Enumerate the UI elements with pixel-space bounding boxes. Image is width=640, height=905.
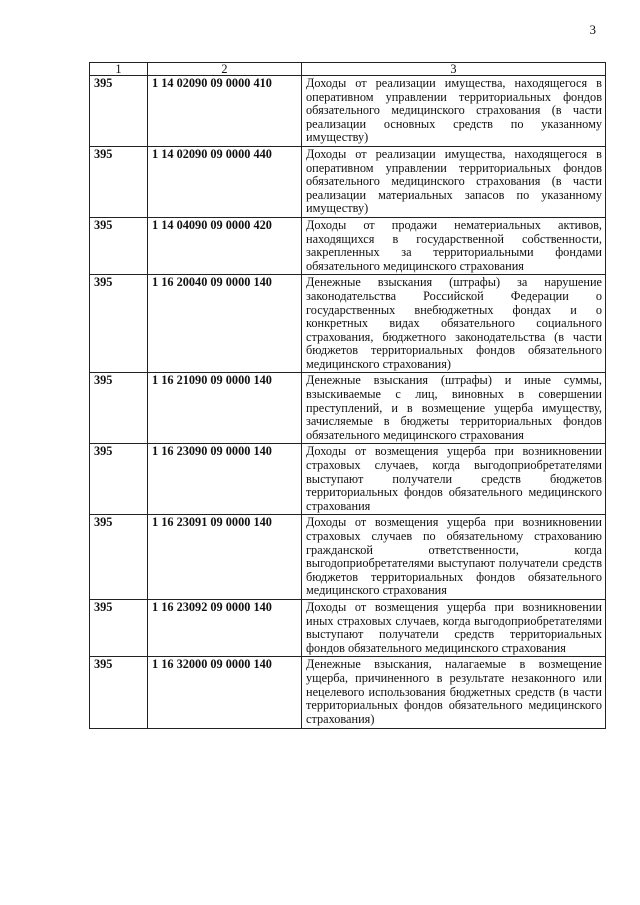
revenue-description: Денежные взыскания, налагаемые в возмещение ущерба, причиненного в результате незаконного или нецелевого использования бюджетных средств (в части территориальных фондов обязательного медицинского страхования) <box>302 657 606 729</box>
admin-code: 395 <box>90 146 148 217</box>
table-header-row <box>90 63 606 76</box>
revenue-code: 1 14 02090 09 0000 440 <box>148 146 302 217</box>
table-row <box>90 444 606 515</box>
table-row <box>90 275 606 373</box>
admin-code: 395 <box>90 657 148 729</box>
table-row <box>90 373 606 444</box>
revenue-description: Доходы от возмещения ущерба при возникновении страховых случаев, когда выгодоприобретателями выступают получатели средств бюджетов территориальных фондов обязательного медицинского страхования <box>302 444 606 515</box>
admin-code: 395 <box>90 275 148 373</box>
column-header: 2 <box>148 63 302 76</box>
admin-code: 395 <box>90 515 148 600</box>
table-row <box>90 217 606 274</box>
table-row <box>90 599 606 656</box>
revenue-code: 1 16 32000 09 0000 140 <box>148 657 302 729</box>
revenue-code: 1 16 23092 09 0000 140 <box>148 599 302 656</box>
revenue-code: 1 14 02090 09 0000 410 <box>148 76 302 147</box>
table-row <box>90 146 606 217</box>
page-number: 3 <box>589 22 596 37</box>
column-header: 3 <box>302 63 606 76</box>
admin-code: 395 <box>90 76 148 147</box>
revenue-code: 1 16 23090 09 0000 140 <box>148 444 302 515</box>
revenue-codes-table <box>89 62 606 729</box>
revenue-description: Доходы от продажи нематериальных активов, находящихся в государственной собственности, закрепленных за территориальными фондами обязательного медицинского страхования <box>302 217 606 274</box>
table-row <box>90 515 606 600</box>
revenue-description: Доходы от реализации имущества, находящегося в оперативном управлении территориальных фондов обязательного медицинского страхования (в части реализации материальных запасов по указанному имуществу) <box>302 146 606 217</box>
revenue-description: Доходы от возмещения ущерба при возникновении страховых случаев по обязательному страхованию гражданской ответственности, когда выгодоприобретателями выступают получатели средств бюджетов территориальных фондов обязательного медицинского страхования <box>302 515 606 600</box>
admin-code: 395 <box>90 599 148 656</box>
revenue-code: 1 16 21090 09 0000 140 <box>148 373 302 444</box>
admin-code: 395 <box>90 444 148 515</box>
revenue-code: 1 16 20040 09 0000 140 <box>148 275 302 373</box>
revenue-description: Доходы от реализации имущества, находящегося в оперативном управлении территориальных фондов обязательного медицинского страхования (в части реализации основных средств по указанному имуществу) <box>302 76 606 147</box>
table-row <box>90 657 606 729</box>
column-header: 1 <box>90 63 148 76</box>
admin-code: 395 <box>90 373 148 444</box>
revenue-description: Доходы от возмещения ущерба при возникновении иных страховых случаев, когда выгодоприобретателями выступают получатели средств территориальных фондов обязательного медицинского страхования <box>302 599 606 656</box>
revenue-description: Денежные взыскания (штрафы) за нарушение законодательства Российской Федерации о государственных внебюджетных фондах и о конкретных видах обязательного социального страхования, бюджетного законодательства (в части бюджетов территориальных фондов обязательного медицинского страхования) <box>302 275 606 373</box>
revenue-description: Денежные взыскания (штрафы) и иные суммы, взыскиваемые с лиц, виновных в совершении преступлений, и в возмещение ущерба имуществу, зачисляемые в бюджеты территориальных фондов обязательного медицинского страхования <box>302 373 606 444</box>
table-row <box>90 76 606 147</box>
revenue-code: 1 14 04090 09 0000 420 <box>148 217 302 274</box>
admin-code: 395 <box>90 217 148 274</box>
revenue-code: 1 16 23091 09 0000 140 <box>148 515 302 600</box>
